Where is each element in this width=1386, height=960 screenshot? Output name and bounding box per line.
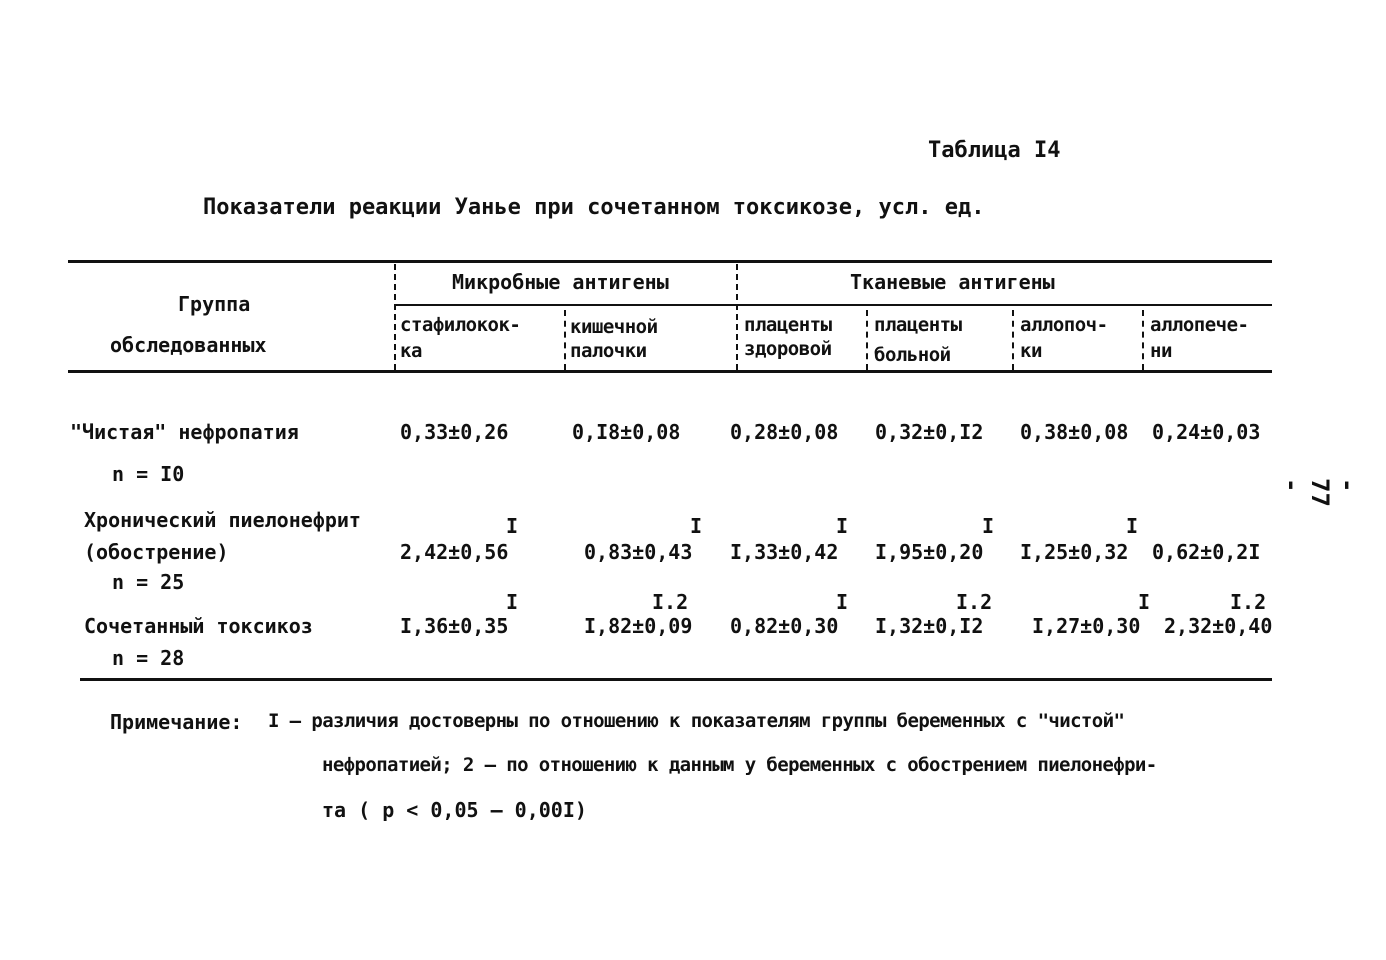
row-3-value-6: 2,32±0,40 — [1164, 614, 1273, 638]
row-3-significance-3: I — [836, 590, 849, 614]
row-1-value-5: 0,38±0,08 — [1020, 420, 1129, 444]
header-divider — [564, 310, 566, 370]
table-caption: Показатели реакции Уанье при сочетанном токсикозе, усл. ед. — [203, 195, 985, 220]
note-line-1: I – различия достоверны по отношению к показателям группы беременных с "чистой" — [268, 710, 1125, 732]
page-number: - 77 - — [1278, 478, 1362, 507]
header-col-3-line2: здоровой — [744, 338, 832, 360]
header-col-3-line1: плаценты — [744, 314, 832, 336]
row-2-value-6: 0,62±0,2I — [1152, 540, 1261, 564]
header-divider — [866, 310, 868, 370]
header-group-line1: Группа — [178, 292, 251, 316]
header-divider — [1012, 310, 1014, 370]
header-col-5-line1: аллопоч- — [1020, 314, 1108, 336]
row-2-significance-4: I — [982, 514, 995, 538]
row-3-value-2: I,82±0,09 — [584, 614, 693, 638]
row-2-value-2: 0,83±0,43 — [584, 540, 693, 564]
header-divider — [1142, 310, 1144, 370]
table-top-rule — [68, 260, 1272, 263]
row-1-value-6: 0,24±0,03 — [1152, 420, 1261, 444]
note-line-3: та ( p < 0,05 – 0,00I) — [322, 798, 587, 822]
row-1-value-2: 0,I8±0,08 — [572, 420, 681, 444]
row-3-significance-5: I — [1138, 590, 1151, 614]
row-1-group-name: "Чистая" нефропатия — [70, 420, 299, 444]
header-col-6-line2: ни — [1150, 340, 1172, 362]
row-2-group-name-cont: (обострение) — [84, 540, 229, 564]
row-3-value-5: I,27±0,30 — [1032, 614, 1141, 638]
row-1-value-1: 0,33±0,26 — [400, 420, 509, 444]
header-microbial-antigens: Микробные антигены — [452, 270, 669, 294]
header-col-6-line1: аллопече- — [1150, 314, 1249, 336]
table-label: Таблица I4 — [928, 138, 1061, 163]
row-2-value-1: 2,42±0,56 — [400, 540, 509, 564]
row-2-significance-2: I — [690, 514, 703, 538]
row-1-value-3: 0,28±0,08 — [730, 420, 839, 444]
row-2-significance-1: I — [506, 514, 519, 538]
row-3-value-3: 0,82±0,30 — [730, 614, 839, 638]
header-mid-rule — [396, 304, 1272, 306]
header-col-2-line2: палочки — [570, 340, 647, 362]
row-3-significance-4: I.2 — [956, 590, 993, 614]
row-2-significance-3: I — [836, 514, 849, 538]
header-tissue-antigens: Тканевые антигены — [850, 270, 1055, 294]
header-col-5-line2: ки — [1020, 340, 1042, 362]
note-line-2: нефропатией; 2 – по отношению к данным у беременных с обострением пиелонефри- — [322, 754, 1157, 776]
note-label: Примечание: — [110, 710, 243, 734]
header-col-4-line1: плаценты — [874, 314, 962, 336]
header-col-4-line2: больной — [874, 344, 951, 366]
row-2-n: n = 25 — [112, 570, 185, 594]
row-2-value-5: I,25±0,32 — [1020, 540, 1129, 564]
table-bottom-rule — [80, 678, 1272, 681]
header-group-line2: обследованных — [110, 333, 267, 357]
row-3-group-name: Сочетанный токсикоз — [84, 614, 313, 638]
header-col-1-line2: ка — [400, 340, 422, 362]
row-3-value-4: I,32±0,I2 — [875, 614, 984, 638]
row-1-n: n = I0 — [112, 462, 185, 486]
header-divider — [736, 264, 738, 370]
row-3-significance-1: I — [506, 590, 519, 614]
header-col-1-line1: стафилокок- — [400, 314, 521, 336]
header-divider — [394, 264, 396, 370]
header-col-2-line1: кишечной — [570, 316, 658, 338]
row-3-n: n = 28 — [112, 646, 185, 670]
row-1-value-4: 0,32±0,I2 — [875, 420, 984, 444]
row-3-value-1: I,36±0,35 — [400, 614, 509, 638]
row-3-significance-6: I.2 — [1230, 590, 1267, 614]
row-2-group-name: Хронический пиелонефрит — [84, 508, 361, 532]
row-2-value-4: I,95±0,20 — [875, 540, 984, 564]
row-2-significance-5: I — [1126, 514, 1139, 538]
row-2-value-3: I,33±0,42 — [730, 540, 839, 564]
row-3-significance-2: I.2 — [652, 590, 689, 614]
header-bottom-rule — [68, 370, 1272, 373]
